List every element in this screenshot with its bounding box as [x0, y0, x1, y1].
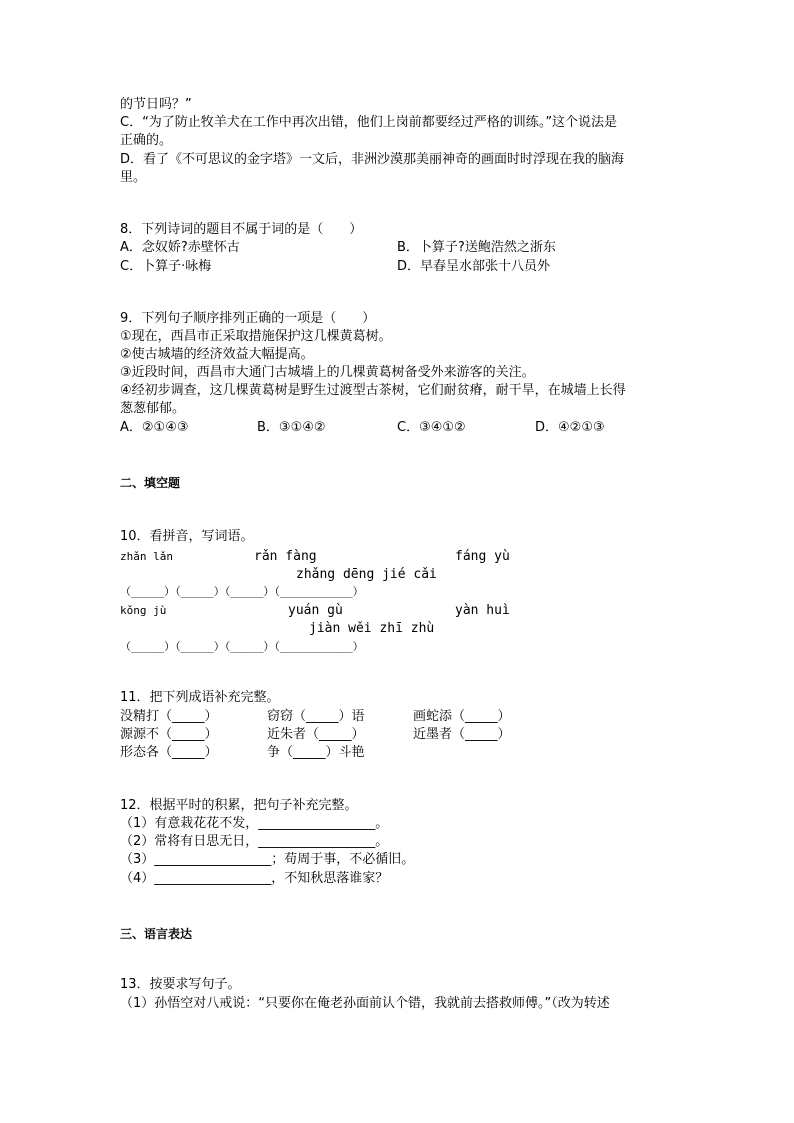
q7-option-d-line2: 里。	[120, 170, 147, 185]
q9-option-c: C．③④①②	[397, 420, 466, 435]
q9-sentence-3: ③近段时间，西昌市大通门古城墙上的几棵黄葛树备受外来游客的关注。	[120, 365, 535, 380]
q10-pinyin-1: zhǎn lǎn	[120, 550, 173, 563]
q10-pinyin-7: yàn huì	[455, 603, 510, 618]
q8-option-b: B．卜算子?送鲍浩然之浙东	[397, 240, 556, 255]
q9-sentence-2: ②使古城墙的经济效益大幅提高。	[120, 347, 314, 362]
q12-line-1[interactable]: （1）有意栽花花不发，__________________。	[120, 816, 389, 831]
q9-sentence-1: ①现在，西昌市正采取措施保护这几棵黄葛树。	[120, 329, 392, 344]
q8-option-c: C．卜算子·咏梅	[120, 259, 212, 274]
q9-option-b: B．③①④②	[257, 420, 326, 435]
q11-idiom-6[interactable]: 近墨者（_____）	[413, 727, 511, 742]
q8-option-d: D．早春呈水部张十八员外	[397, 259, 551, 274]
q12-stem: 12．根据平时的积累，把句子补充完整。	[120, 798, 358, 813]
q11-idiom-4[interactable]: 源源不（_____）	[120, 727, 218, 742]
q13-item-1: （1）孙悟空对八戒说：“只要你在俺老孙面前认个错，我就前去搭救师傅。”（改为转述	[120, 996, 610, 1011]
q10-pinyin-6: yuán gù	[288, 603, 343, 618]
q7-tail: 的节日吗？”	[120, 97, 192, 112]
q9-sentence-4-line1: ④经初步调查，这几棵黄葛树是野生过渡型古茶树，它们耐贫瘠，耐干旱，在城墙上长得	[120, 383, 626, 398]
q10-pinyin-8: jiàn wěi zhī zhù	[309, 621, 435, 636]
q10-blanks-row-1[interactable]: （_____）（_____）（_____）（___________）	[120, 585, 364, 598]
q10-blanks-row-2[interactable]: （_____）（_____）（_____）（___________）	[120, 640, 364, 653]
q11-idiom-7[interactable]: 形态各（_____）	[120, 745, 218, 760]
q11-idiom-5[interactable]: 近朱者（_____）	[267, 727, 365, 742]
q12-line-3[interactable]: （3）__________________；苟周于事，不必循旧。	[120, 852, 415, 867]
section-heading-language-expression: 三、语言表达	[120, 927, 193, 941]
q7-option-c-line1: C．“为了防止牧羊犬在工作中再次出错，他们上岗前都要经过严格的训练。”这个说法是	[120, 115, 618, 130]
q8-option-a: A．念奴娇?赤壁怀古	[120, 240, 240, 255]
q11-idiom-1[interactable]: 没精打（_____）	[120, 709, 218, 724]
q10-pinyin-4: zhǎng dēng jié cǎi	[296, 567, 437, 582]
q9-option-a: A．②①④③	[120, 420, 189, 435]
q8-stem: 8．下列诗词的题目不属于词的是（ ）	[120, 222, 363, 237]
q7-option-d-line1: D．看了《不可思议的金字塔》一文后，非洲沙漠那美丽神奇的画面时时浮现在我的脑海	[120, 152, 625, 167]
q12-line-4[interactable]: （4）__________________，不知秋思落谁家？	[120, 871, 389, 886]
q7-option-c-line2: 正确的。	[120, 133, 173, 148]
q9-option-d: D．④②①③	[535, 420, 605, 435]
q10-pinyin-2: rǎn fàng	[254, 549, 317, 564]
q9-sentence-4-line2: 葱葱郁郁。	[120, 401, 186, 416]
q12-line-2[interactable]: （2）常将有日思无日，__________________。	[120, 834, 389, 849]
q10-pinyin-5: kǒng jù	[120, 604, 167, 617]
q9-stem: 9．下列句子顺序排列正确的一项是（ ）	[120, 311, 376, 326]
q11-idiom-8[interactable]: 争（_____）斗艳	[267, 745, 365, 760]
q11-stem: 11．把下列成语补充完整。	[120, 690, 280, 705]
q11-idiom-2[interactable]: 窃窃（_____）语	[267, 709, 365, 724]
q11-idiom-3[interactable]: 画蛇添（_____）	[413, 709, 511, 724]
q13-stem: 13．按要求写句子。	[120, 977, 241, 992]
q10-stem: 10．看拼音，写词语。	[120, 529, 254, 544]
section-heading-fill-blanks: 二、填空题	[120, 476, 181, 490]
q10-pinyin-3: fáng yù	[455, 549, 510, 564]
